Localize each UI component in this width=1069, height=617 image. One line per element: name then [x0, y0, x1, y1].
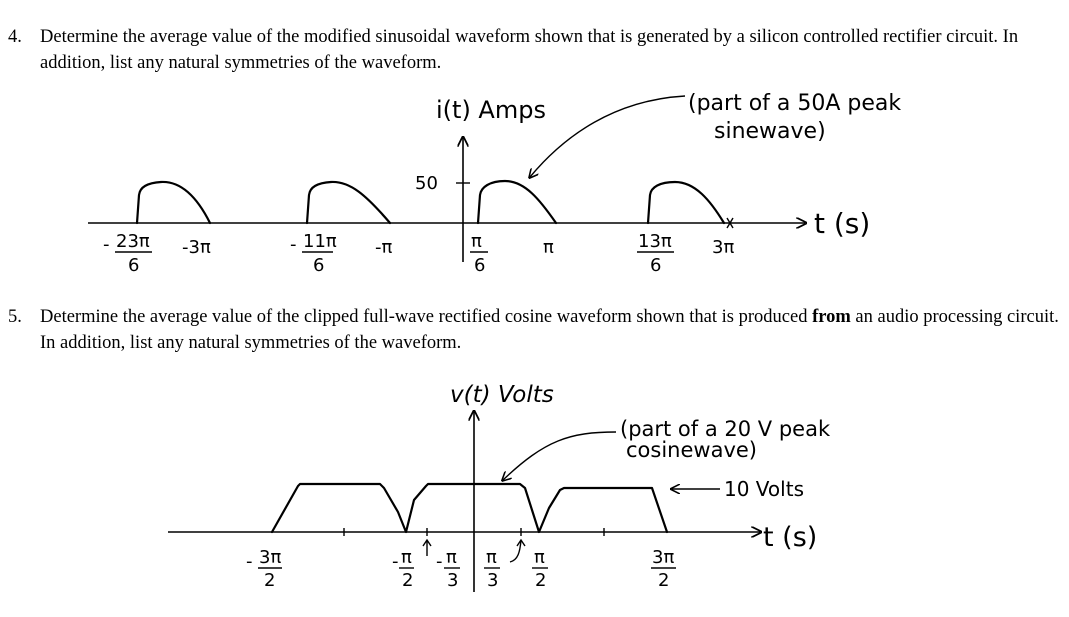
waveform-pulse	[307, 182, 390, 223]
tick-pointer-arrow	[423, 540, 431, 556]
problem-number: 4.	[8, 27, 22, 47]
bold-word: from	[812, 307, 851, 327]
x-tick-num: π	[471, 231, 482, 252]
figure-5	[168, 382, 831, 592]
y-tick-label: 50	[415, 173, 438, 194]
x-tick-num: 3π	[259, 547, 282, 568]
x-tick-sign: -	[290, 234, 297, 255]
x-tick-den: 6	[650, 255, 662, 276]
x-tick-num: 3π	[652, 547, 675, 568]
x-tick-num: π	[486, 547, 497, 568]
x-tick-sign: -	[392, 551, 399, 572]
x-tick-label: π	[543, 237, 554, 258]
problem-number: 5.	[8, 307, 22, 327]
x-tick-den: 6	[474, 255, 486, 276]
x-tick-den: 2	[535, 570, 547, 591]
tick-pointer-arrow	[510, 540, 525, 562]
waveform-pulse	[648, 182, 724, 223]
x-tick-num: π	[401, 547, 412, 568]
x-tick-num: 13π	[638, 231, 672, 252]
figure-4	[88, 91, 901, 276]
x-tick-num: π	[534, 547, 545, 568]
annotation-text: sinewave)	[714, 119, 826, 144]
x-tick-num: 23π	[116, 231, 150, 252]
x-tick-den: 3	[447, 570, 459, 591]
x-tick-den: 2	[402, 570, 414, 591]
x-tick-den: 6	[313, 255, 325, 276]
waveform-pulse	[478, 181, 556, 223]
problem-text: Determine the average value of the modified sinusoidal waveform shown that is generated by a silicon controlled rectifier circuit. In addition, list any natural symmetries of the waveform.	[40, 27, 1019, 73]
annotation-text: (part of a 20 V peak	[620, 417, 831, 441]
problem-text: Determine the average value of the clipped full-wave rectified cosine waveform shown that is produced from an audio processing circuit. In addition, list any natural symmetries of the waveform.	[40, 307, 1059, 353]
x-axis-label: t (s)	[763, 522, 818, 553]
x-tick-labels	[246, 540, 676, 591]
x-tick-sign: -	[103, 234, 110, 255]
x-tick-den: 2	[658, 570, 670, 591]
annotation-text: cosinewave)	[626, 438, 757, 462]
x-tick-num: 11π	[303, 231, 337, 252]
y-axis-label: i(t) Amps	[436, 96, 546, 124]
x-tick-den: 3	[487, 570, 499, 591]
clip-label: 10 Volts	[724, 477, 804, 501]
y-axis-label: v(t) Volts	[450, 382, 554, 408]
annotation-text: (part of a 50A peak	[688, 91, 902, 116]
x-axis-label: t (s)	[814, 207, 871, 240]
x-tick-sign: -	[246, 551, 253, 572]
waveform	[272, 484, 667, 532]
x-tick-den: 2	[264, 570, 276, 591]
x-tick-label: -π	[375, 237, 393, 258]
x-tick-sign: -	[436, 551, 443, 572]
x-tick-labels	[103, 231, 734, 276]
x-tick-num: π	[446, 547, 457, 568]
annotation-arrow	[530, 96, 685, 177]
annotation-arrow	[503, 432, 616, 480]
x-tick-den: 6	[128, 255, 140, 276]
waveform-pulse	[137, 182, 210, 223]
x-tick-label: -3π	[182, 237, 211, 258]
x-tick-label: 3π	[712, 237, 735, 258]
